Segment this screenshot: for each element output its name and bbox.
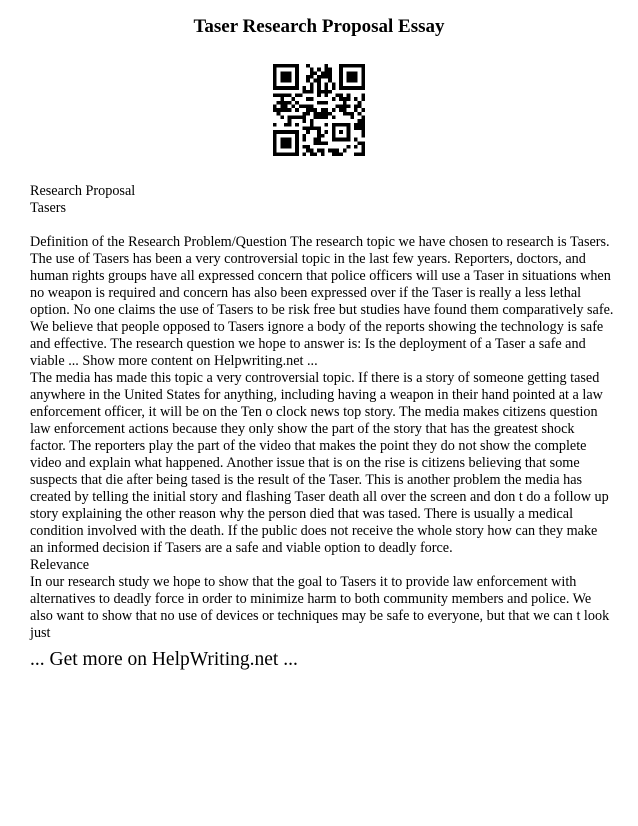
paragraph-line: no weapon is required and concern has also been expressed over if the Taser is really a less lethal [30, 285, 582, 301]
paragraph-line: and effective. The research question we hope to answer is: Is the deployment of a Taser a safe and [30, 336, 586, 352]
heading-line: Research Proposal [30, 183, 136, 199]
heading-block [30, 183, 615, 217]
paragraph-line: condition involved with the death. If the public does not receive the whole story how can they make [30, 523, 598, 539]
paragraph-line: The media has made this topic a very controversial topic. If there is a story of someone getting tased [30, 370, 600, 386]
paragraph-line: In our research study we hope to show that the goal to Tasers it to provide law enforcement with [30, 574, 577, 590]
paragraph-line: story explaining the other reason why the person died that was tased. There is usually a medical [30, 506, 574, 522]
paragraph-line: created by telling the initial story and flashing Taser death all over the screen and don t do a follow up [30, 489, 609, 505]
paragraph-line: viable ... Show more content on Helpwriting.net ... [30, 353, 318, 369]
paragraph-line: The use of Tasers has been a very controversial topic in the last few years. Reporters, doctors, and [30, 251, 586, 267]
paragraph-line: factor. The reporters play the part of the video that makes the point they do not show the complete [30, 438, 587, 454]
paragraph-line: law enforcement actions because they only show the part of the story that has the greatest shock [30, 421, 575, 437]
paragraph-relevance [30, 574, 615, 642]
paragraph-line: enforcement officer, it will be on the Ten o clock news top story. The media makes citizens question [30, 404, 598, 420]
paragraph-line: also want to show that no use of devices or techniques may be safe to everyone, but that we can t look [30, 608, 610, 624]
paragraph-definition [30, 234, 615, 370]
heading-line: Tasers [30, 200, 67, 216]
paragraph-line: option. No one claims the use of Tasers to be risk free but studies have found them comparatively safe. [30, 302, 614, 318]
paragraph-line: human rights groups have all expressed concern that police officers will use a Taser in situations when [30, 268, 611, 284]
paragraph-line: We believe that people opposed to Tasers ignore a body of the reports showing the technology is safe [30, 319, 604, 335]
paragraph-line: video and explain what happened. Another issue that is on the rise is citizens believing that some [30, 455, 580, 471]
paragraph-line: Definition of the Research Problem/Question The research topic we have chosen to research is Tasers. [30, 234, 610, 250]
paragraph-line: just [30, 625, 51, 641]
paragraph-line: an informed decision if Tasers are a safe and viable option to deadly force. [30, 540, 453, 556]
document-body [30, 183, 615, 642]
get-more-link[interactable]: ... Get more on HelpWriting.net ... [30, 649, 298, 670]
document-title: Taser Research Proposal Essay [193, 16, 445, 37]
paragraph-media [30, 370, 615, 557]
qr-code [273, 64, 365, 156]
paragraph-line: anywhere in the United States for anything, including having a weapon in their hand pointed at a law [30, 387, 603, 403]
relevance-heading: Relevance [30, 557, 90, 573]
paragraph-line: suspects that die after being tased is the result of the Taser. This is another problem the media has [30, 472, 583, 488]
paragraph-line: alternatives to deadly force in order to minimize harm to both community members and police. We [30, 591, 592, 607]
